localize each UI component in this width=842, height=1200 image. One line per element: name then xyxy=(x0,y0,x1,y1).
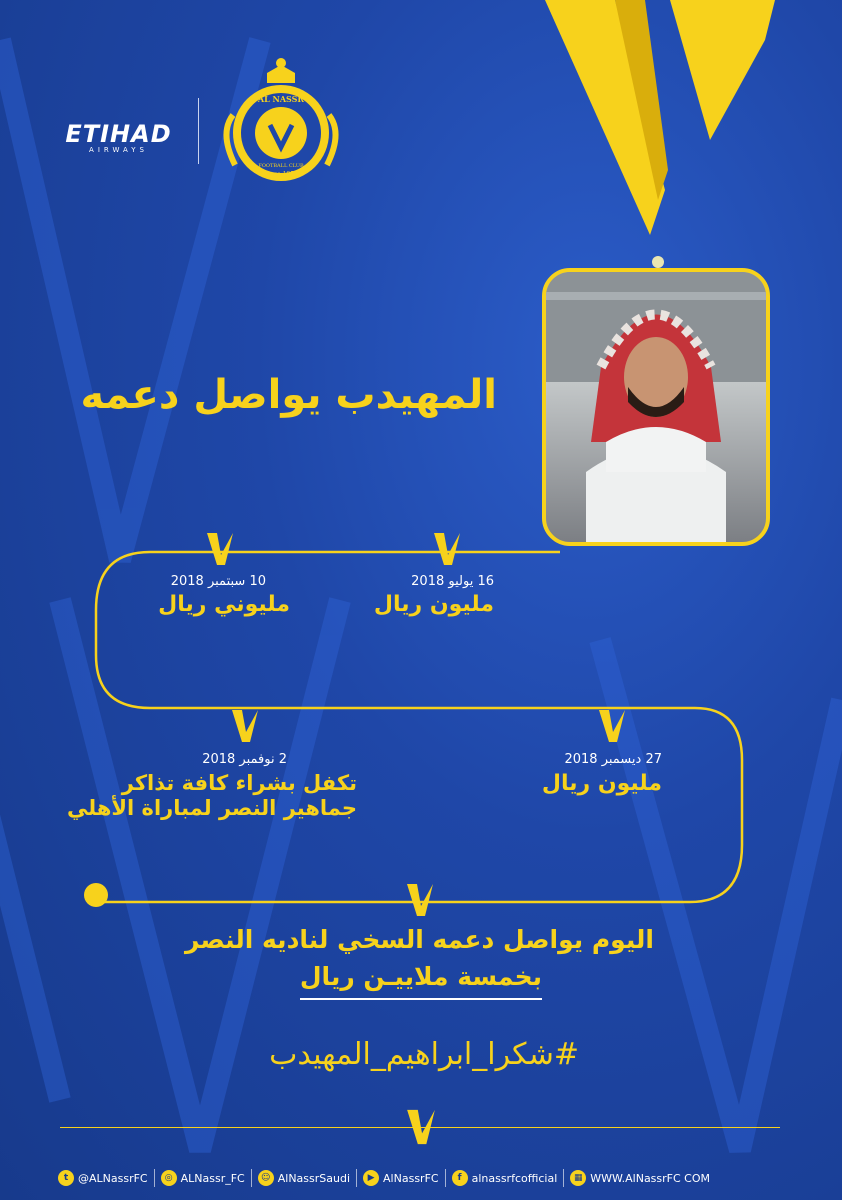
footer-separator xyxy=(251,1169,252,1187)
timeline-marker-1 xyxy=(432,531,462,567)
timeline-text-4b: جماهير النصر لمباراة الأهلي xyxy=(67,796,357,820)
twitter-icon: t xyxy=(58,1170,74,1186)
crest-bottom-text: FOOTBALL CLUB xyxy=(258,163,304,169)
facebook-icon: f xyxy=(452,1170,468,1186)
summary-underline xyxy=(300,998,542,1000)
social-twitter[interactable] xyxy=(58,1170,148,1186)
social-youtube[interactable] xyxy=(363,1170,439,1186)
social-label: AlNassrSaudi xyxy=(277,1171,351,1185)
footer-separator xyxy=(563,1169,564,1187)
snapchat-icon: ☺ xyxy=(258,1170,274,1186)
timeline-amount-2: مليوني ريال xyxy=(158,592,290,617)
social-label: ALNassr_FC xyxy=(180,1171,245,1185)
timeline-amount-3: مليون ريال xyxy=(541,771,662,796)
timeline-marker-3 xyxy=(597,708,627,744)
summary-line-1: اليوم يواصل دعمه السخي لناديه النصر xyxy=(184,925,654,954)
social-instagram[interactable] xyxy=(161,1170,245,1186)
summary-line-2: بخمسة ملاييـن ريال xyxy=(299,962,542,991)
social-snapchat[interactable] xyxy=(258,1170,350,1186)
sponsor-name: ETIHAD xyxy=(65,120,172,148)
social-footer xyxy=(58,1165,710,1191)
footer-v-icon xyxy=(405,1105,437,1149)
social-label: AlNassrFC xyxy=(383,1171,439,1185)
social-website[interactable] xyxy=(570,1170,710,1186)
timeline-date-2: 10 سبتمبر 2018 xyxy=(170,574,266,589)
timeline-marker-4 xyxy=(230,708,260,744)
web-icon: ▦ xyxy=(570,1170,586,1186)
footer-separator xyxy=(154,1169,155,1187)
social-facebook[interactable] xyxy=(452,1170,558,1186)
sponsor-sub: AIRWAYS xyxy=(89,146,148,154)
youtube-icon: ▶ xyxy=(363,1170,379,1186)
timeline-marker-2 xyxy=(205,531,235,567)
page-title: المهيدب يواصل دعمه xyxy=(80,372,497,418)
crest-since: Since 1955 xyxy=(264,171,298,178)
crest-top-text: AL NASSR xyxy=(257,94,305,104)
footer-separator xyxy=(445,1169,446,1187)
footer-separator xyxy=(356,1169,357,1187)
social-label: alnassrfcofficial xyxy=(471,1171,558,1185)
hashtag: #شكرا_ابراهيم_المهيدب xyxy=(269,1037,579,1072)
social-label: WWW.AlNassrFC COM xyxy=(590,1171,710,1185)
timeline-date-3: 27 ديسمبر 2018 xyxy=(564,752,662,767)
social-label: @ALNassrFC xyxy=(78,1171,148,1185)
timeline-text-4a: تكفل بشراء كافة تذاكر xyxy=(121,771,357,795)
instagram-icon: ◎ xyxy=(161,1170,177,1186)
timeline-date-1: 16 يوليو 2018 xyxy=(411,574,494,589)
timeline-date-4: 2 نوفمبر 2018 xyxy=(202,752,287,767)
timeline-marker-5 xyxy=(405,882,435,918)
timeline-amount-1: مليون ريال xyxy=(373,592,494,617)
